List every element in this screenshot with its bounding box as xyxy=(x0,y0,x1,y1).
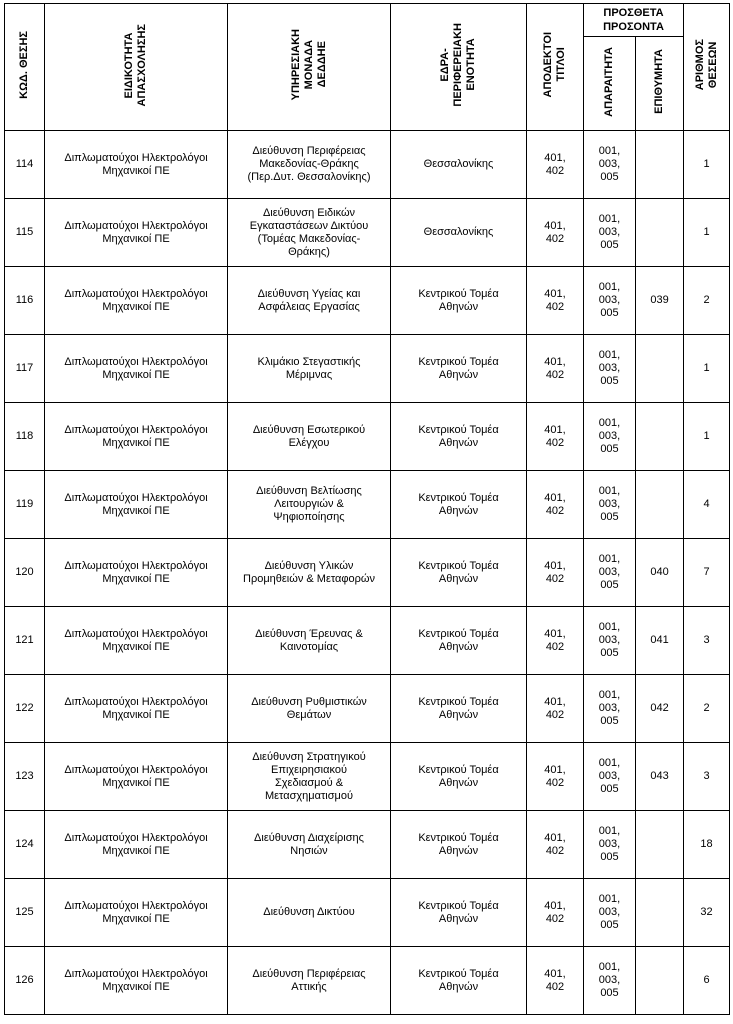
cell-code: 119 xyxy=(5,471,45,539)
cell-unit: Διεύθυνση Εσωτερικού Ελέγχου xyxy=(228,403,391,471)
cell-positions: 1 xyxy=(684,199,730,267)
cell-titles: 401, 402 xyxy=(527,743,584,811)
cell-code: 116 xyxy=(5,267,45,335)
table-row xyxy=(5,131,730,199)
cell-desired xyxy=(636,131,684,199)
cell-required: 001, 003, 005 xyxy=(584,811,636,879)
table-row xyxy=(5,403,730,471)
cell-positions: 3 xyxy=(684,607,730,675)
cell-seat: Κεντρικού Τομέα Αθηνών xyxy=(391,811,527,879)
header-code: ΚΩΔ. ΘΕΣΗΣ xyxy=(5,4,45,131)
cell-positions: 18 xyxy=(684,811,730,879)
cell-required: 001, 003, 005 xyxy=(584,335,636,403)
header-specialty: ΕΙΔΙΚΟΤΗΤΑ ΑΠΑΣΧΟΛΗΣΗΣ xyxy=(45,4,228,131)
cell-specialty: Διπλωματούχοι Ηλεκτρολόγοι Μηχανικοί ΠΕ xyxy=(45,131,228,199)
cell-seat: Κεντρικού Τομέα Αθηνών xyxy=(391,743,527,811)
cell-titles: 401, 402 xyxy=(527,675,584,743)
cell-code: 123 xyxy=(5,743,45,811)
cell-required: 001, 003, 005 xyxy=(584,675,636,743)
cell-code: 126 xyxy=(5,947,45,1015)
table-row xyxy=(5,471,730,539)
cell-titles: 401, 402 xyxy=(527,335,584,403)
cell-positions: 2 xyxy=(684,267,730,335)
cell-desired: 043 xyxy=(636,743,684,811)
cell-desired xyxy=(636,199,684,267)
cell-code: 117 xyxy=(5,335,45,403)
cell-seat: Κεντρικού Τομέα Αθηνών xyxy=(391,607,527,675)
header-required: ΑΠΑΡΑΙΤΗΤΑ xyxy=(584,37,636,131)
cell-code: 120 xyxy=(5,539,45,607)
cell-specialty: Διπλωματούχοι Ηλεκτρολόγοι Μηχανικοί ΠΕ xyxy=(45,335,228,403)
cell-required: 001, 003, 005 xyxy=(584,131,636,199)
cell-desired xyxy=(636,471,684,539)
cell-required: 001, 003, 005 xyxy=(584,947,636,1015)
cell-unit: Διεύθυνση Στρατηγικού Επιχειρησιακού Σχεδιασμού & Μετασχηματισμού xyxy=(228,743,391,811)
table-row xyxy=(5,879,730,947)
cell-seat: Κεντρικού Τομέα Αθηνών xyxy=(391,539,527,607)
table-body xyxy=(5,131,730,1015)
table-row xyxy=(5,743,730,811)
cell-titles: 401, 402 xyxy=(527,403,584,471)
cell-specialty: Διπλωματούχοι Ηλεκτρολόγοι Μηχανικοί ΠΕ xyxy=(45,607,228,675)
cell-specialty: Διπλωματούχοι Ηλεκτρολόγοι Μηχανικοί ΠΕ xyxy=(45,199,228,267)
cell-unit: Διεύθυνση Δικτύου xyxy=(228,879,391,947)
cell-code: 121 xyxy=(5,607,45,675)
table-row xyxy=(5,199,730,267)
cell-code: 115 xyxy=(5,199,45,267)
cell-seat: Κεντρικού Τομέα Αθηνών xyxy=(391,879,527,947)
header-desired: ΕΠΙΘΥΜΗΤΑ xyxy=(636,37,684,131)
cell-positions: 4 xyxy=(684,471,730,539)
cell-specialty: Διπλωματούχοι Ηλεκτρολόγοι Μηχανικοί ΠΕ xyxy=(45,403,228,471)
cell-unit: Διεύθυνση Υλικών Προμηθειών & Μεταφορών xyxy=(228,539,391,607)
cell-desired: 039 xyxy=(636,267,684,335)
cell-required: 001, 003, 005 xyxy=(584,403,636,471)
cell-desired: 042 xyxy=(636,675,684,743)
cell-seat: Κεντρικού Τομέα Αθηνών xyxy=(391,267,527,335)
cell-specialty: Διπλωματούχοι Ηλεκτρολόγοι Μηχανικοί ΠΕ xyxy=(45,267,228,335)
cell-titles: 401, 402 xyxy=(527,607,584,675)
cell-unit: Διεύθυνση Περιφέρειας Αττικής xyxy=(228,947,391,1015)
cell-unit: Διεύθυνση Υγείας και Ασφάλειας Εργασίας xyxy=(228,267,391,335)
table-row xyxy=(5,607,730,675)
cell-positions: 3 xyxy=(684,743,730,811)
cell-positions: 7 xyxy=(684,539,730,607)
cell-positions: 32 xyxy=(684,879,730,947)
header-extra-qualifications: ΠΡΟΣΘΕΤΑ ΠΡΟΣΟΝΤΑ xyxy=(584,4,684,37)
cell-unit: Διεύθυνση Διαχείρισης Νησιών xyxy=(228,811,391,879)
cell-desired xyxy=(636,403,684,471)
header-seat: ΕΔΡΑ- ΠΕΡΙΦΕΡΕΙΑΚΗ ΕΝΟΤΗΤΑ xyxy=(391,4,527,131)
cell-specialty: Διπλωματούχοι Ηλεκτρολόγοι Μηχανικοί ΠΕ xyxy=(45,539,228,607)
cell-seat: Θεσσαλονίκης xyxy=(391,199,527,267)
cell-positions: 1 xyxy=(684,335,730,403)
cell-unit: Διεύθυνση Ειδικών Εγκαταστάσεων Δικτύου (Τομέας Μακεδονίας- Θράκης) xyxy=(228,199,391,267)
cell-unit: Διεύθυνση Περιφέρειας Μακεδονίας-Θράκης (Περ.Δυτ. Θεσσαλονίκης) xyxy=(228,131,391,199)
cell-required: 001, 003, 005 xyxy=(584,267,636,335)
cell-titles: 401, 402 xyxy=(527,199,584,267)
table-row xyxy=(5,947,730,1015)
cell-specialty: Διπλωματούχοι Ηλεκτρολόγοι Μηχανικοί ΠΕ xyxy=(45,675,228,743)
cell-unit: Διεύθυνση Βελτίωσης Λειτουργιών & Ψηφιοποίησης xyxy=(228,471,391,539)
cell-specialty: Διπλωματούχοι Ηλεκτρολόγοι Μηχανικοί ΠΕ xyxy=(45,947,228,1015)
cell-desired xyxy=(636,811,684,879)
cell-desired xyxy=(636,947,684,1015)
cell-seat: Κεντρικού Τομέα Αθηνών xyxy=(391,335,527,403)
cell-required: 001, 003, 005 xyxy=(584,607,636,675)
cell-positions: 6 xyxy=(684,947,730,1015)
cell-seat: Κεντρικού Τομέα Αθηνών xyxy=(391,675,527,743)
cell-unit: Διεύθυνση Έρευνας & Καινοτομίας xyxy=(228,607,391,675)
cell-specialty: Διπλωματούχοι Ηλεκτρολόγοι Μηχανικοί ΠΕ xyxy=(45,811,228,879)
table-row xyxy=(5,675,730,743)
cell-required: 001, 003, 005 xyxy=(584,539,636,607)
cell-desired xyxy=(636,335,684,403)
cell-seat: Κεντρικού Τομέα Αθηνών xyxy=(391,947,527,1015)
cell-seat: Κεντρικού Τομέα Αθηνών xyxy=(391,471,527,539)
cell-unit: Κλιμάκιο Στεγαστικής Μέριμνας xyxy=(228,335,391,403)
header-positions: ΑΡΙΘΜΟΣ ΘΕΣΕΩΝ xyxy=(684,4,730,131)
cell-titles: 401, 402 xyxy=(527,267,584,335)
positions-table xyxy=(4,3,730,1015)
cell-specialty: Διπλωματούχοι Ηλεκτρολόγοι Μηχανικοί ΠΕ xyxy=(45,471,228,539)
cell-desired: 040 xyxy=(636,539,684,607)
cell-required: 001, 003, 005 xyxy=(584,199,636,267)
cell-desired: 041 xyxy=(636,607,684,675)
cell-titles: 401, 402 xyxy=(527,471,584,539)
cell-titles: 401, 402 xyxy=(527,131,584,199)
cell-titles: 401, 402 xyxy=(527,879,584,947)
cell-positions: 2 xyxy=(684,675,730,743)
header-unit: ΥΠΗΡΕΣΙΑΚΗ ΜΟΝΑΔΑ ΔΕΔΔΗΕ xyxy=(228,4,391,131)
header-titles: ΑΠΟΔΕΚΤΟΙ ΤΙΤΛΟΙ xyxy=(527,4,584,131)
cell-desired xyxy=(636,879,684,947)
cell-specialty: Διπλωματούχοι Ηλεκτρολόγοι Μηχανικοί ΠΕ xyxy=(45,879,228,947)
cell-seat: Κεντρικού Τομέα Αθηνών xyxy=(391,403,527,471)
cell-code: 122 xyxy=(5,675,45,743)
cell-required: 001, 003, 005 xyxy=(584,879,636,947)
table-row xyxy=(5,539,730,607)
cell-unit: Διεύθυνση Ρυθμιστικών Θεμάτων xyxy=(228,675,391,743)
cell-required: 001, 003, 005 xyxy=(584,743,636,811)
table-row xyxy=(5,267,730,335)
cell-code: 118 xyxy=(5,403,45,471)
cell-seat: Θεσσαλονίκης xyxy=(391,131,527,199)
table-row xyxy=(5,335,730,403)
cell-titles: 401, 402 xyxy=(527,811,584,879)
cell-positions: 1 xyxy=(684,131,730,199)
cell-code: 114 xyxy=(5,131,45,199)
cell-positions: 1 xyxy=(684,403,730,471)
cell-titles: 401, 402 xyxy=(527,947,584,1015)
cell-code: 125 xyxy=(5,879,45,947)
cell-code: 124 xyxy=(5,811,45,879)
cell-required: 001, 003, 005 xyxy=(584,471,636,539)
cell-titles: 401, 402 xyxy=(527,539,584,607)
cell-specialty: Διπλωματούχοι Ηλεκτρολόγοι Μηχανικοί ΠΕ xyxy=(45,743,228,811)
table-row xyxy=(5,811,730,879)
